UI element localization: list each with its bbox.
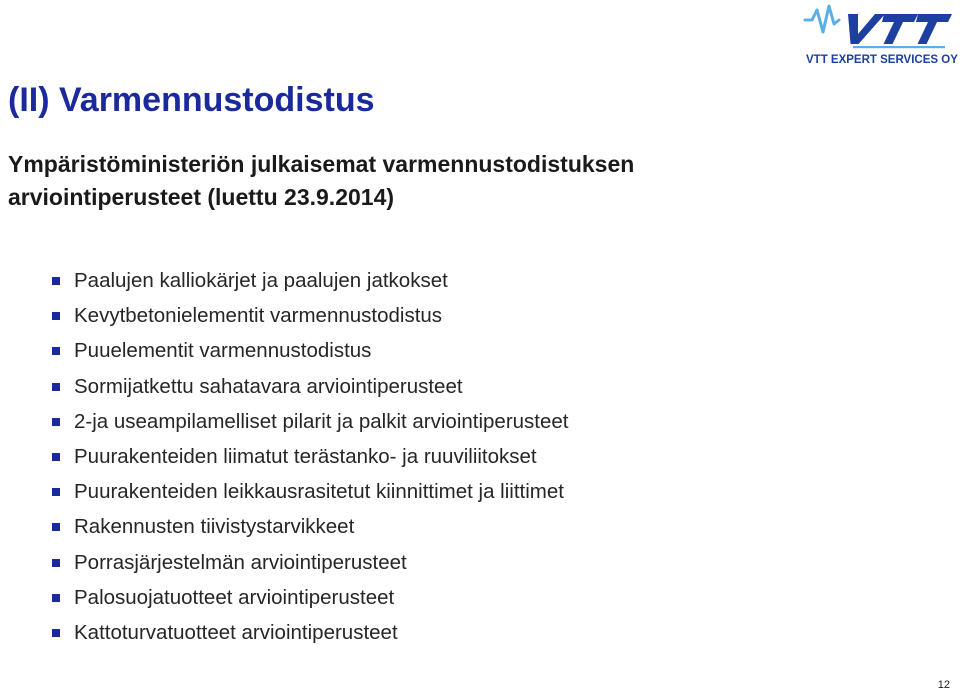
list-item [52,509,569,544]
list-item-text: Porrasjärjestelmän arviointiperusteet [74,550,407,574]
list-item [52,580,569,615]
list-item [52,615,569,650]
subtitle-line-2: arviointiperusteet (luettu 23.9.2014) [8,184,395,210]
square-bullet-icon [52,418,60,426]
list-item-text: Puurakenteiden leikkausrasitetut kiinnittimet ja liittimet [74,480,564,504]
list-item-text: Kevytbetonielementit varmennustodistus [74,304,443,328]
logo-tagline: VTT EXPERT SERVICES OY [806,54,958,66]
list-item [52,545,569,580]
list-item-text: 2-ja useampilamelliset pilarit ja palkit arviointiperusteet [74,409,569,433]
list-item-text: Palosuojatuotteet arviointiperusteet [74,585,395,609]
square-bullet-icon [52,453,60,461]
slide-title: (II) Varmennustodistus [8,81,375,119]
square-bullet-icon [52,488,60,496]
square-bullet-icon [52,347,60,355]
list-item [52,298,569,333]
list-item-text: Paalujen kalliokärjet ja paalujen jatkokset [74,269,448,292]
list-item [52,439,569,474]
square-bullet-icon [52,523,60,531]
square-bullet-icon [52,594,60,602]
vtt-logo [803,2,960,68]
list-item-text: Kattoturvatuotteet arviointiperusteet [74,620,398,644]
list-item [52,474,569,509]
list-item [52,263,569,298]
list-item-text: Puurakenteiden liimatut terästanko- ja ruuviliitokset [74,444,537,468]
subtitle-line-1: Ympäristöministeriön julkaisemat varmennustodistuksen [8,151,635,177]
list-item-text: Rakennusten tiivistystarvikkeet [74,515,355,539]
list-item-text: Sormijatkettu sahatavara arviointiperusteet [74,374,463,398]
list-item-text: Puuelementit varmennustodistus [74,339,372,363]
list-item [52,404,569,439]
list-item [52,333,569,368]
slide-subtitle [8,148,908,214]
list-item [52,369,569,404]
vtt-wave-logo-icon [803,2,960,68]
square-bullet-icon [52,383,60,391]
square-bullet-icon [52,312,60,320]
square-bullet-icon [52,629,60,637]
square-bullet-icon [52,559,60,567]
page-number: 12 [937,679,950,691]
bullet-list [52,263,569,650]
square-bullet-icon [52,277,60,285]
